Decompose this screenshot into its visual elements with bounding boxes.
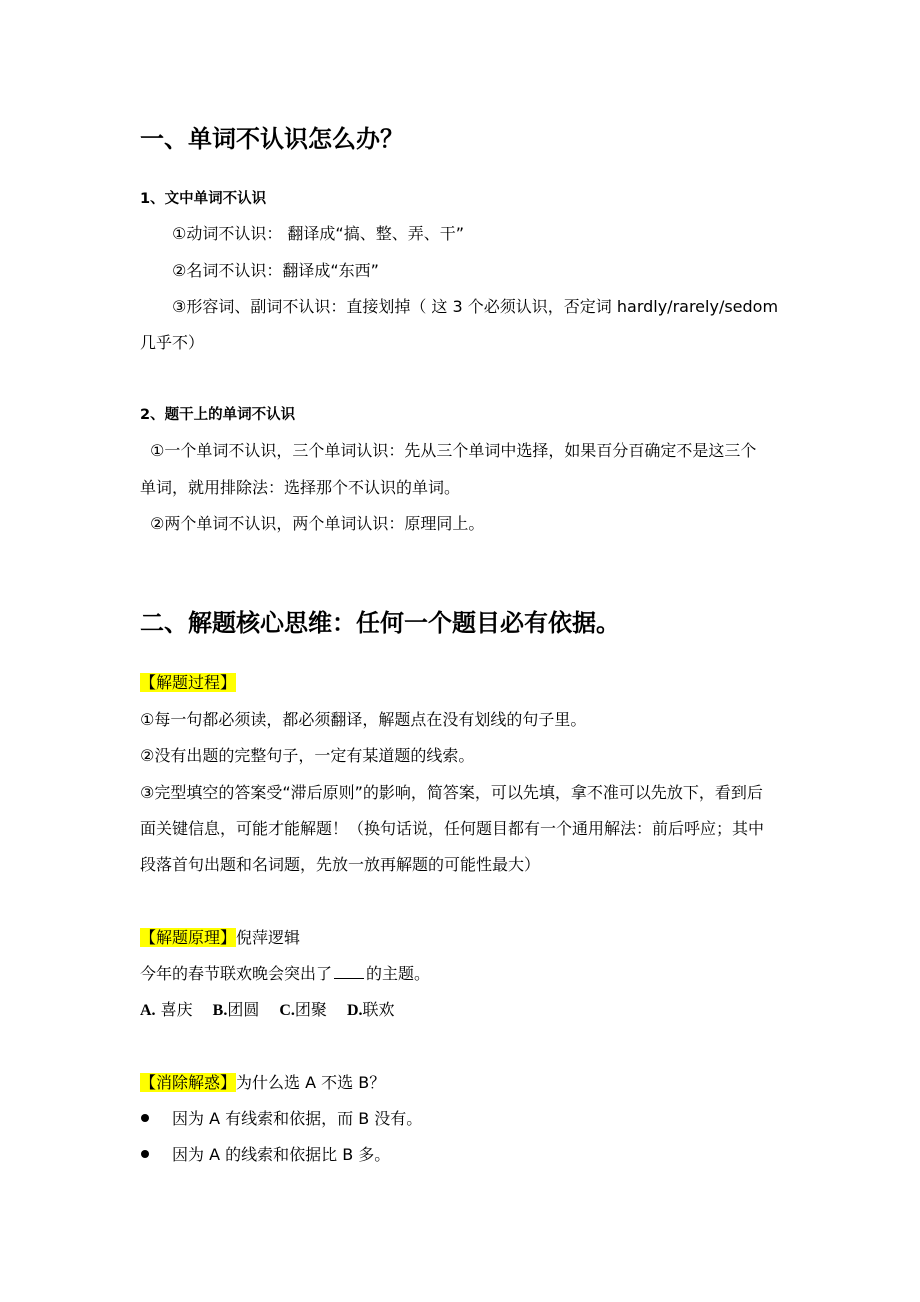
list-item: ③形容词、副词不认识：直接划掉（ 这 3 个必须认识，否定词 hardly/rarely/sedom [172,297,779,316]
doubt-label-suffix: 为什么选 A 不选 B？ [236,1073,386,1092]
principle-label-line [140,928,300,948]
process-label-line [140,673,236,693]
option-b [213,1000,260,1021]
list-item-continuation: 单词，就用排除法：选择那个不认识的单词。 [140,478,461,497]
option-text: 团聚 [294,1000,327,1019]
option-a [140,1000,193,1021]
process-item-continuation: 面关键信息，可能才能解题！（换句话说，任何题目都有一个通用解法：前后呼应；其中 [140,819,765,838]
list-item: ②两个单词不认识，两个单词认识：原理同上。 [150,514,485,533]
example-question [140,964,430,984]
question-before-blank: 今年的春节联欢晚会突出了 [140,964,333,983]
list-item: ①一个单词不认识，三个单词认识：先从三个单词中选择，如果百分百确定不是这三个 [150,441,757,460]
bullet-icon [141,1114,149,1122]
option-letter: B. [212,1002,228,1019]
bullet-item: 因为 A 有线索和依据，而 B 没有。 [172,1109,423,1128]
option-d [347,1000,395,1021]
section-2-title: 二、解题核心思维：任何一个题目必有依据。 [140,609,620,637]
question-after-blank: 的主题。 [366,964,431,983]
list-item: ①动词不认识： 翻译成“搞、整、弄、干” [172,224,465,243]
process-item: ②没有出题的完整句子，一定有某道题的线索。 [140,746,475,765]
subsection-2-title: 2、题干上的单词不认识 [140,407,296,423]
process-label: 【解题过程】 [140,673,237,692]
option-text: 团圆 [227,1000,260,1019]
option-text: 联欢 [362,1000,395,1019]
options-row [140,1000,415,1021]
list-item: ②名词不认识：翻译成“东西” [172,261,379,280]
answer-blank [334,964,364,979]
subsection-1-title: 1、文中单词不认识 [140,191,267,207]
process-item: ①每一句都必须读，都必须翻译，解题点在没有划线的句子里。 [140,710,587,729]
doubt-label-line [140,1073,385,1093]
list-item-continuation: 几乎不） [140,333,205,352]
principle-label-suffix: 倪萍逻辑 [236,928,301,947]
principle-label: 【解题原理】 [140,928,237,947]
option-letter: D. [346,1002,363,1019]
process-item: ③完型填空的答案受“滞后原则”的影响，简答案，可以先填，拿不准可以先放下，看到后 [140,783,763,802]
option-letter: C. [279,1002,295,1019]
bullet-icon [141,1150,149,1158]
section-1-title: 一、单词不认识怎么办？ [140,125,404,153]
doubt-label: 【消除解惑】 [140,1073,237,1092]
process-item-continuation: 段落首句出题和名词题，先放一放再解题的可能性最大） [140,855,541,874]
option-letter: A. [140,1002,156,1019]
bullet-item: 因为 A 的线索和依据比 B 多。 [172,1145,391,1164]
option-c [279,1000,327,1021]
option-text: 喜庆 [160,1000,193,1019]
